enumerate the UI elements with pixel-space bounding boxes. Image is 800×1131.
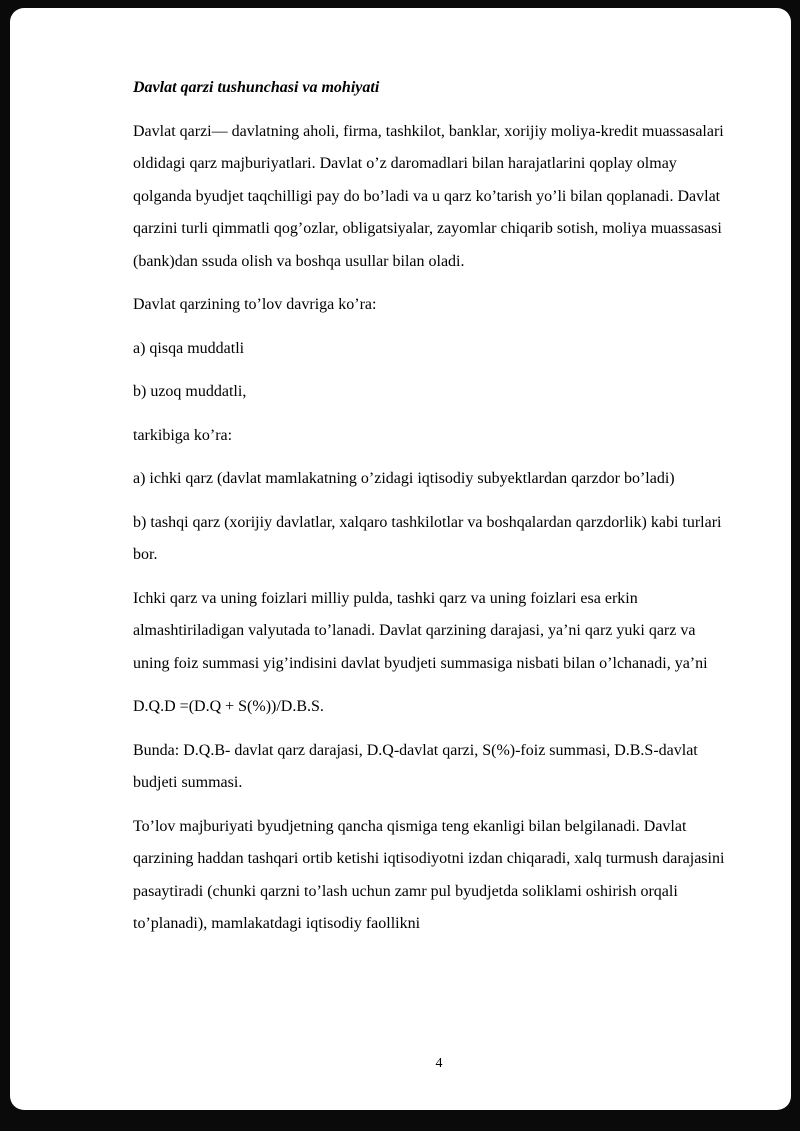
- document-page: [10, 8, 791, 1110]
- paragraph-tolov-davri: Davlat qarzining to’lov davriga ko’ra:: [133, 296, 377, 313]
- paragraph-ichki-qarz-foizlari: Ichki qarz va uning foizlari milliy pulda, tashki qarz va uning foizlari esa erkin almashtiriladigan valyutada to’lanadi. Davlat qarzining darajasi, ya’ni qarz yuki qarz va uning foiz summasi yig’indisini davlat byudjeti summasiga nisbati bilan o’lchanadi, ya’ni: [133, 589, 708, 672]
- list-item-a-qisqa: a) qisqa muddatli: [133, 339, 245, 357]
- paragraph-tolov-majburiyati: To’lov majburiyati byudjetning qancha qismiga teng ekanligi bilan belgilanadi. Davlat qarzining haddan tashqari ortib ketishi iqtisodiyotni izdan chiqaradi, xalq turmush darajasini pasaytiradi (chunki qarzni to’lash uchun zamr pul byudjetda soliklami oshirish orqali to’planadi), mamlakatdagi iqtisodiy faollikni: [133, 817, 725, 932]
- list-item-b-tashqi-qarz: b) tashqi qarz (xorijiy davlatlar, xalqaro tashkilotlar va boshqalardan qarzdorlik) kabi turlari bor.: [133, 513, 722, 563]
- paragraph-tarkib: tarkibiga ko’ra:: [133, 426, 233, 444]
- page-number: 4: [435, 1056, 443, 1071]
- formula-line: D.Q.D =(D.Q + S(%))/D.B.S.: [133, 698, 324, 715]
- list-item-a-ichki-qarz: a) ichki qarz (davlat mamlakatning o’zidagi iqtisodiy subyektlardan qarzdor bo’ladi): [133, 470, 675, 487]
- document-title: Davlat qarzi tushunchasi va mohiyati: [133, 79, 380, 96]
- list-item-b-uzoq: b) uzoq muddatli,: [133, 383, 247, 400]
- paragraph-intro: Davlat qarzi— davlatning aholi, firma, tashkilot, banklar, xorijiy moliya-kredit muassasalari oldidagi qarz majburiyatlari. Davlat o’z daromadlari bilan harajatlarini qoplay olmay qolganda byudjet taqchilligi pay do bo’ladi va u qarz ko’tarish yo’li bilan qoplanadi. Davlat qarzini turli qimmatli qog’ozlar, obligatsiyalar, zayomlar chiqarib sotish, moliya muassasasi (bank)dan ssuda olish va boshqa usullar bilan oladi.: [133, 122, 724, 270]
- paragraph-formula-explanation: Bunda: D.Q.B- davlat qarz darajasi, D.Q-davlat qarzi, S(%)-foiz summasi, D.B.S-davlat budjeti summasi.: [133, 741, 698, 791]
